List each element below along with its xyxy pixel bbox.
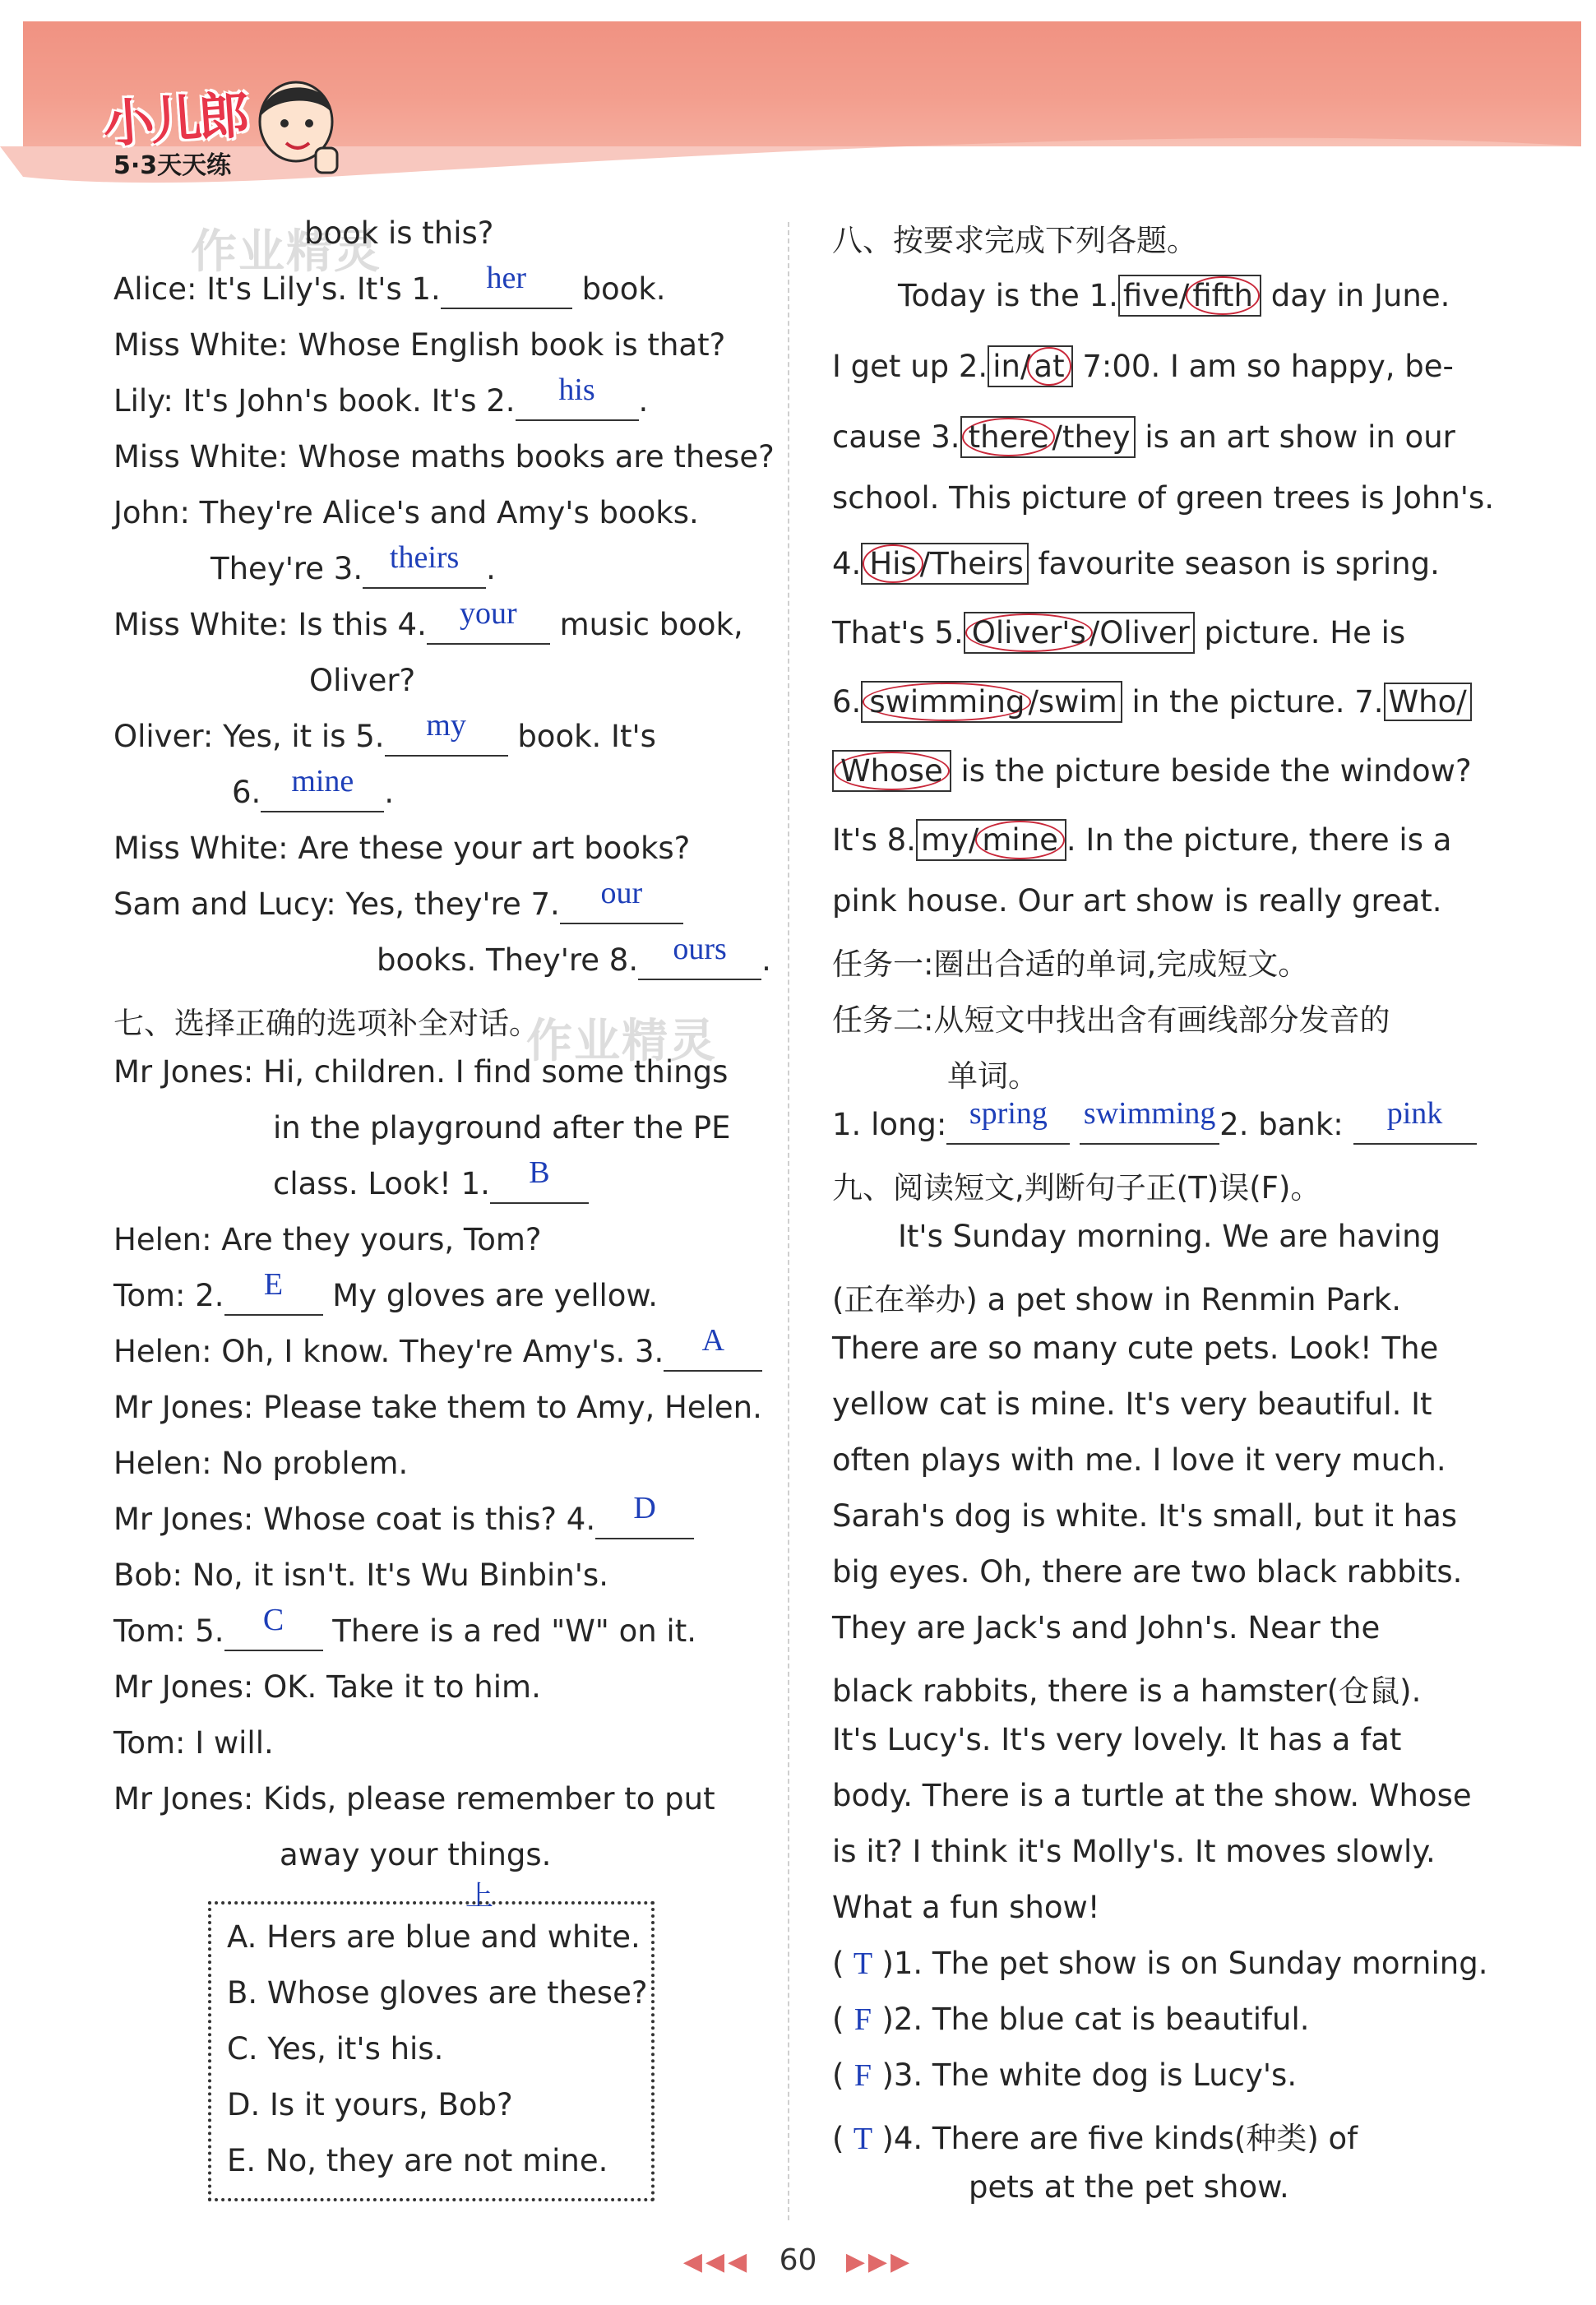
reading-line: often plays with me. I love it very much. (832, 1442, 1446, 1478)
dialog-line: Helen: No problem. (113, 1446, 409, 1481)
passage-line: school. This picture of green trees is John's. (832, 480, 1495, 516)
reading-line: (正在举办) a pet show in Renmin Park. (832, 1282, 1401, 1317)
choice-box: five/ fifth (1118, 275, 1261, 317)
tf-question: ( T )4. There are five kinds(种类) of (832, 2121, 1358, 2156)
dialog-line: They're 3. theirs . (210, 551, 496, 589)
choice-box: in/ at (988, 345, 1072, 387)
answer-blank: ours (638, 942, 761, 980)
dialog-line: Helen: Are they yours, Tom? (113, 1222, 542, 1257)
reading-line: black rabbits, there is a hamster(仓鼠). (832, 1673, 1422, 1709)
passage-line: That's 5. Oliver's /Oliver picture. He is (832, 612, 1405, 654)
dialog-line: Miss White: Are these your art books? (113, 831, 691, 866)
dialog-line: Tom: 2. E My gloves are yellow. (113, 1278, 658, 1316)
dialog-line: Tom: 5. C There is a red "W" on it. (113, 1613, 696, 1651)
dialog-line: Mr Jones: OK. Take it to him. (113, 1669, 541, 1705)
dialog-line: in the playground after the PE (273, 1110, 731, 1146)
answer-blank: spring (946, 1107, 1070, 1145)
tf-question: ( F )2. The blue cat is beautiful. (832, 2002, 1310, 2037)
choice-box: my/ mine (916, 819, 1066, 861)
choice-box: His /Theirs (861, 543, 1028, 585)
mascot-boy-icon (247, 72, 345, 179)
tf-question-continued: pets at the pet show. (969, 2169, 1289, 2205)
dialog-line: Mr Jones: Whose coat is this? 4. D (113, 1502, 694, 1539)
passage-line: 4. His /Theirs favourite season is spring. (832, 543, 1440, 585)
answer-blank: her (441, 271, 572, 309)
answer-blank: theirs (363, 551, 486, 589)
choice-box: Who/ (1384, 683, 1472, 721)
tf-question: ( T )1. The pet show is on Sunday morning. (832, 1946, 1488, 1981)
reading-line: What a fun show! (832, 1890, 1100, 1925)
circled-answer: at (1027, 347, 1071, 386)
task-instruction: 单词。 (947, 1058, 1039, 1094)
dialog-line: class. Look! 1. B (273, 1166, 589, 1204)
reading-line: yellow cat is mine. It's very beautiful. It (832, 1386, 1432, 1422)
dialog-line: Miss White: Whose English book is that? (113, 327, 726, 363)
next-arrows-icon: ▶▶▶ (845, 2247, 914, 2276)
reading-line: They are Jack's and John's. Near the (832, 1610, 1381, 1645)
circled-answer: mine (975, 821, 1065, 859)
section-8-heading: 八、按要求完成下列各题。 (832, 223, 1197, 258)
dialog-line: Alice: It's Lily's. It's 1. her book. (113, 271, 666, 309)
reading-line: It's Lucy's. It's very lovely. It has a fat (832, 1722, 1402, 1757)
dialog-line: Miss White: Whose maths books are these? (113, 439, 775, 474)
watermark-top: 作业精灵 (191, 225, 382, 279)
circled-answer: Whose (834, 752, 950, 790)
option-item: C. Yes, it's his. (227, 2031, 444, 2067)
dialog-line: 6. mine . (232, 775, 394, 812)
reading-line: is it? I think it's Molly's. It moves slowly. (832, 1834, 1436, 1869)
choice-box (832, 750, 951, 792)
dialog-line: Bob: No, it isn't. It's Wu Binbin's. (113, 1557, 608, 1593)
answer-blank: swimming (1080, 1107, 1219, 1145)
dialog-line: Oliver: Yes, it is 5. my book. It's (113, 719, 656, 757)
answer-blank: pink (1353, 1107, 1477, 1145)
option-item: A. Hers are blue and white. (227, 1919, 641, 1955)
reading-line: It's Sunday morning. We are having (898, 1219, 1441, 1254)
choice-box: swimming /swim (861, 681, 1122, 723)
task-answer-line: 1. long: spring swimming 2. bank: pink (832, 1107, 1477, 1145)
dialog-line: Miss White: Is this 4. your music book, (113, 607, 743, 645)
dialog-line: Mr Jones: Please take them to Amy, Helen. (113, 1390, 762, 1425)
dialog-line: Lily: It's John's book. It's 2. his . (113, 383, 648, 421)
reading-line: body. There is a turtle at the show. Whose (832, 1778, 1472, 1813)
tf-question: ( F )3. The white dog is Lucy's. (832, 2057, 1298, 2093)
option-item: E. No, they are not mine. (227, 2143, 608, 2178)
answer-blank: A (664, 1334, 762, 1372)
passage-line: 6. swimming /swim in the picture. 7. Who/ (832, 681, 1472, 723)
page-footer (0, 2243, 1596, 2277)
answer-blank: your (427, 607, 550, 645)
dialog-line: Oliver? (309, 663, 416, 698)
circled-answer: there (962, 418, 1056, 456)
answer-blank: my (385, 719, 508, 757)
watermark-mid: 作业精灵 (526, 1015, 717, 1068)
dialog-line: Helen: Oh, I know. They're Amy's. 3. A (113, 1334, 762, 1372)
dialog-line: John: They're Alice's and Amy's books. (113, 495, 699, 530)
choice-box: Oliver's /Oliver (964, 612, 1195, 654)
section-9-heading: 九、阅读短文,判断句子正(T)误(F)。 (832, 1170, 1321, 1206)
dialog-line: book is this? (304, 215, 494, 251)
circled-answer: swimming (863, 683, 1031, 721)
dialog-line: Mr Jones: Kids, please remember to put (113, 1781, 715, 1817)
brand-logo: 小儿郎 (101, 85, 248, 155)
passage-line: cause 3. there /they is an art show in our (832, 416, 1455, 458)
answer-blank: his (516, 383, 639, 421)
passage-line: Today is the 1. five/ fifth day in June. (898, 275, 1450, 317)
answer-blank: B (490, 1166, 589, 1204)
brand-subtitle: 5·3天天练 (113, 151, 232, 180)
section-7-heading: 七、选择正确的选项补全对话。 (113, 1006, 539, 1041)
choice-box: there /they (960, 416, 1136, 458)
passage-line: pink house. Our art show is really great. (832, 883, 1442, 919)
dialog-line: books. They're 8. ours . (377, 942, 771, 980)
circled-answer: fifth (1186, 276, 1260, 315)
answer-blank: C (224, 1613, 323, 1651)
option-item: D. Is it yours, Bob? (227, 2087, 513, 2122)
column-divider (788, 222, 789, 2220)
answer-blank: E (224, 1278, 323, 1316)
reading-line: big eyes. Oh, there are two black rabbits. (832, 1554, 1463, 1590)
answer-blank: D (595, 1502, 694, 1539)
handwritten-mark: 上 (465, 1881, 493, 1912)
circled-answer: Oliver's (965, 613, 1093, 652)
task-instruction: 任务二:从短文中找出含有画线部分发音的 (832, 1002, 1390, 1038)
dialog-line: Mr Jones: Hi, children. I find some things (113, 1054, 729, 1090)
page-number: 60 (779, 2243, 817, 2277)
circled-answer: His (863, 544, 923, 583)
answer-blank: mine (261, 775, 384, 812)
reading-line: There are so many cute pets. Look! The (832, 1331, 1439, 1366)
passage-line: I get up 2. in/ at 7:00. I am so happy, be- (832, 345, 1454, 387)
task-instruction: 任务一:圈出合适的单词,完成短文。 (832, 947, 1309, 982)
dialog-line: Tom: I will. (113, 1725, 274, 1761)
dialog-line: away your things. (280, 1837, 552, 1872)
dialog-line: Sam and Lucy: Yes, they're 7. our (113, 886, 683, 924)
answer-blank: our (560, 886, 683, 924)
prev-arrows-icon: ◀◀◀ (682, 2247, 751, 2276)
passage-line: Whose is the picture beside the window? (832, 750, 1472, 792)
passage-line: It's 8. my/ mine . In the picture, there is a (832, 819, 1451, 861)
reading-line: Sarah's dog is white. It's small, but it has (832, 1498, 1458, 1534)
option-item: B. Whose gloves are these? (227, 1975, 648, 2011)
